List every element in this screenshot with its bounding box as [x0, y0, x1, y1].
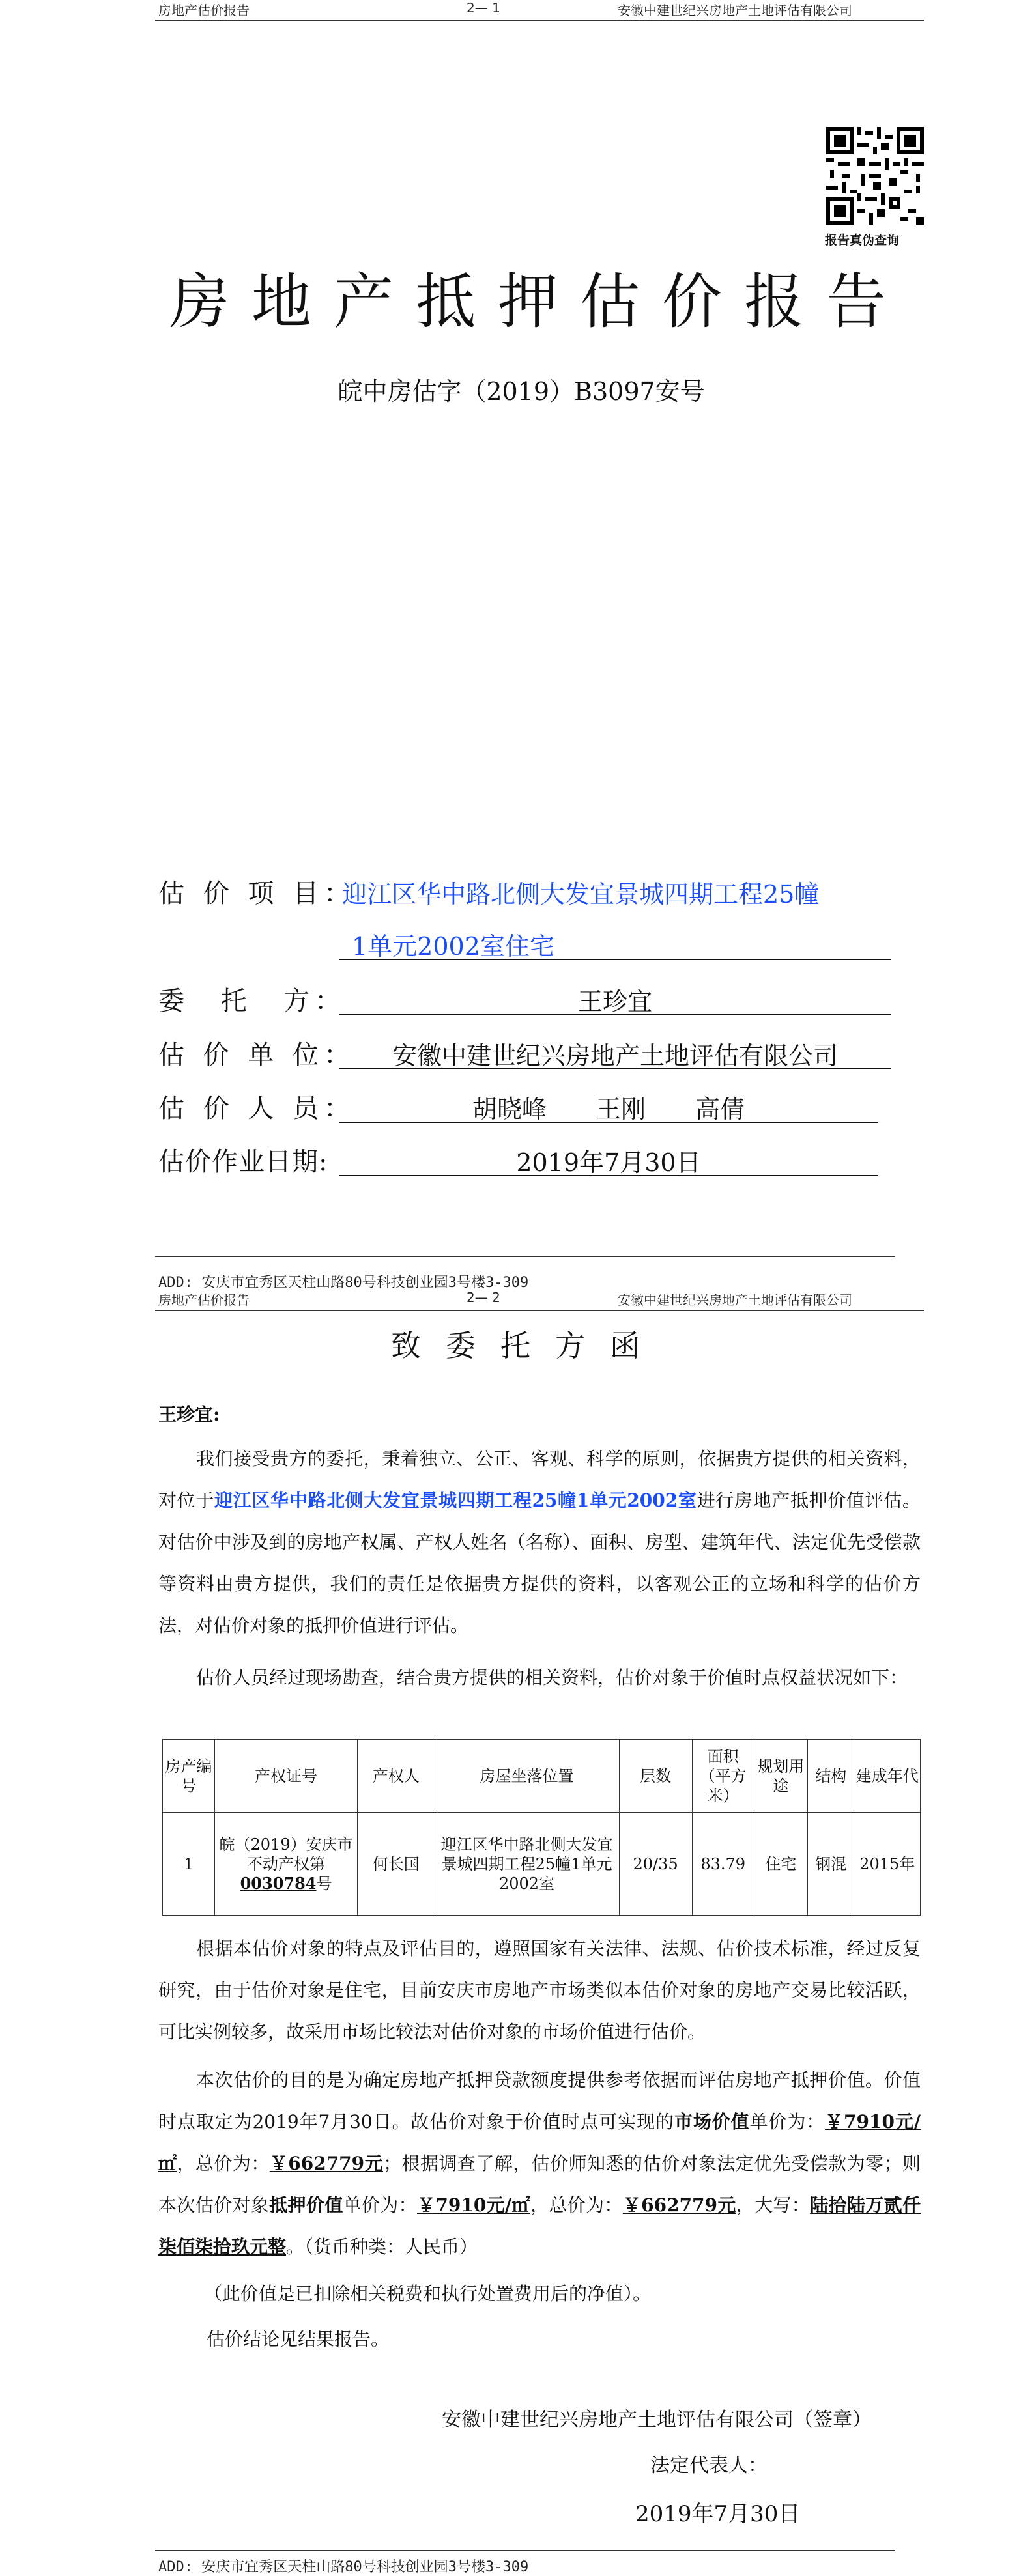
signature-representative: 法定代表人： — [650, 2454, 768, 2477]
item-underline — [339, 959, 891, 960]
date-underline — [339, 1175, 878, 1176]
th-cert: 产权证号 — [215, 1740, 358, 1813]
table-row — [163, 1813, 921, 1916]
paragraph-4: 本次估价的目的是为确定房地产抵押贷款额度提供参考依据而评估房地产抵押价值。价值时点取定为2019年7月30日。故估价对象于价值时点可实现的市场价值单价为：￥7910元/㎡，总价为：￥662779元；根据调查了解，估价师知悉的估价对象法定优先受偿款为零；则本次估价对象抵押价值单价为：￥7910元/㎡，总价为：￥662779元，大写：陆拾陆万贰仟柒佰柒拾玖元整。（货币种类：人民币） — [158, 2069, 921, 2258]
page2-footer-rule — [155, 2550, 895, 2551]
page1-header-rule — [155, 20, 924, 21]
appraisers-value: 胡晓峰 王刚 高倩 — [472, 1095, 745, 1124]
item-label: 估 价 项 目： — [158, 879, 356, 909]
page2-address: ADD: 安庆市宜秀区天柱山路80号科技创业园3号楼3-309 — [158, 2559, 529, 2575]
paragraph-2: 估价人员经过现场勘查，结合贵方提供的相关资料，估价对象于价值时点权益状况如下： — [196, 1667, 908, 1688]
page2-header-right: 安徽中建世纪兴房地产土地评估有限公司 — [618, 1292, 852, 1308]
report-title: 房地产抵押估价报告 — [169, 267, 909, 337]
paragraph-5: （此价值是已扣除相关税费和执行处置费用后的净值）。 — [204, 2283, 652, 2304]
p1-property-address: 迎江区华中路北侧大发宜景城四期工程25幢1单元2002室 — [214, 1490, 697, 1511]
client-underline — [339, 1014, 891, 1015]
salutation: 王珍宜: — [158, 1404, 220, 1425]
cell-location: 迎江区华中路北侧大发宜景城四期工程25幢1单元2002室 — [435, 1813, 619, 1916]
client-value: 王珍宜 — [577, 987, 652, 1016]
page2-header-rule — [155, 1310, 924, 1311]
date-value: 2019年7月30日 — [516, 1148, 701, 1177]
page1-address: ADD: 安庆市宜秀区天柱山路80号科技创业园3号楼3-309 — [158, 1275, 529, 1291]
cell-area: 83.79 — [692, 1813, 754, 1916]
appraiser-unit-underline — [339, 1068, 891, 1069]
cell-use: 住宅 — [754, 1813, 807, 1916]
client-label: 委 托 方： — [158, 986, 346, 1016]
appraisers-label: 估 价 人 员： — [158, 1094, 356, 1124]
th-structure: 结构 — [807, 1740, 854, 1813]
cell-no: 1 — [163, 1813, 215, 1916]
qr-code[interactable] — [826, 127, 924, 225]
signature-company: 安徽中建世纪兴房地产土地评估有限公司（签章） — [442, 2409, 872, 2431]
appraiser-unit-label: 估 价 单 位： — [158, 1040, 356, 1070]
signature-date: 2019年7月30日 — [635, 2501, 801, 2527]
page2-header-left: 房地产估价报告 — [158, 1292, 250, 1308]
property-table — [162, 1739, 921, 1916]
page1-page-number: 2— 1 — [467, 0, 500, 16]
paragraph-6: 估价结论见结果报告。 — [207, 2328, 390, 2350]
p1-text-b: 进行房地产抵押价值评估。对估价中涉及到的房地产权属、产权人姓名（名称）、面积、房型、建筑年代、法定优先受偿款等资料由贵方提供，我们的责任是依据贵方提供的资料，以客观公正的立场和科学的估价方法，对估价对象的抵押价值进行评估。 — [158, 1490, 921, 1636]
page1-header-left: 房地产估价报告 — [158, 3, 250, 18]
th-use: 规划用途 — [754, 1740, 807, 1813]
appraiser-unit-value: 安徽中建世纪兴房地产土地评估有限公司 — [392, 1041, 838, 1070]
th-no: 房产编号 — [163, 1740, 215, 1813]
item-value-line1: 迎江区华中路北侧大发宜景城四期工程25幢 — [342, 880, 820, 909]
th-owner: 产权人 — [358, 1740, 435, 1813]
paragraph-3: 根据本估价对象的特点及评估目的，遵照国家有关法律、法规、估价技术标准，经过反复研究，由于估价对象是住宅，目前安庆市房地产市场类似本估价对象的房地产交易比较活跃，可比实例较多，故采用市场比较法对估价对象的市场价值进行估价。 — [158, 1938, 921, 2043]
th-area: 面积（平方米） — [692, 1740, 754, 1813]
date-label: 估价作业日期: — [158, 1147, 328, 1177]
appraisers-underline — [339, 1122, 878, 1123]
cell-structure: 钢混 — [807, 1813, 854, 1916]
page2-page-number: 2— 2 — [467, 1290, 500, 1305]
cell-cert: 皖（2019）安庆市不动产权第0030784号 — [215, 1813, 358, 1916]
page1-header-right: 安徽中建世纪兴房地产土地评估有限公司 — [618, 3, 852, 18]
th-floors: 层数 — [619, 1740, 692, 1813]
cell-floors: 20/35 — [619, 1813, 692, 1916]
th-year: 建成年代 — [854, 1740, 921, 1813]
cell-owner: 何长国 — [358, 1813, 435, 1916]
letter-title: 致委托方函 — [391, 1328, 665, 1363]
qr-caption: 报告真伪查询 — [825, 233, 900, 248]
th-location: 房屋坐落位置 — [435, 1740, 619, 1813]
cell-year: 2015年 — [854, 1813, 921, 1916]
document-number: 皖中房估字（2019）B3097安号 — [337, 377, 705, 406]
paragraph-1 — [158, 1438, 921, 1647]
page1-footer-rule — [155, 1256, 895, 1257]
p1-text-a: 我们接受贵方的委托，秉着独立、公正、客观、科学的原则，依据贵方提供的相关资料，对位于 — [158, 1448, 921, 1511]
item-value-line2: 1单元2002室住宅 — [352, 932, 554, 961]
